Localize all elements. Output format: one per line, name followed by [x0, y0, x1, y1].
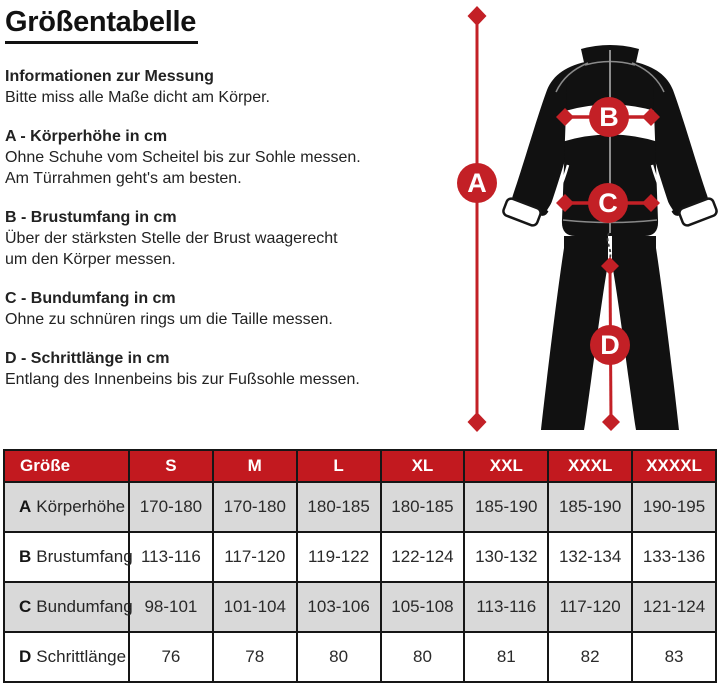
- table-cell: 122-124: [381, 532, 465, 582]
- table-cell: 132-134: [548, 532, 632, 582]
- arrow-diamond-icon: [602, 413, 620, 431]
- table-cell: 103-106: [297, 582, 381, 632]
- badge-letter: A: [467, 168, 487, 198]
- column-header-size-xxl: XXL: [464, 450, 548, 482]
- table-cell: 113-116: [464, 582, 548, 632]
- table-row-koerperhoehe: [4, 482, 716, 532]
- section-bundumfang: [5, 288, 437, 330]
- table-cell: 83: [632, 632, 716, 682]
- table-cell: 185-190: [548, 482, 632, 532]
- measure-badge-c: [588, 183, 628, 223]
- row-label: Körperhöhe: [36, 497, 126, 516]
- table-row-schrittlaenge: [4, 632, 716, 682]
- table-cell: 81: [464, 632, 548, 682]
- table-row-bundumfang: [4, 582, 716, 632]
- section-line: Ohne Schuhe vom Scheitel bis zur Sohle messen.: [5, 149, 361, 166]
- table-cell: 130-132: [464, 532, 548, 582]
- arrow-diamond-icon: [468, 412, 487, 432]
- section-schrittlaenge: [5, 348, 437, 390]
- badge-letter: D: [600, 330, 620, 360]
- measure-badge-b: [589, 97, 629, 137]
- column-header-size-xxxxl: XXXXL: [632, 450, 716, 482]
- section-line: Ohne zu schnüren rings um die Taille messen.: [5, 311, 333, 328]
- section-line: Über der stärksten Stelle der Brust waagerecht: [5, 230, 338, 247]
- row-label: Brustumfang: [36, 547, 133, 566]
- row-label: Bundumfang: [36, 597, 133, 616]
- table-cell: 119-122: [297, 532, 381, 582]
- section-brustumfang: [5, 207, 437, 270]
- table-cell: 76: [129, 632, 213, 682]
- table-cell: 101-104: [213, 582, 297, 632]
- row-label-cell: [4, 532, 133, 582]
- table-cell: 105-108: [381, 582, 465, 632]
- row-label-cell: [4, 582, 133, 632]
- arrow-diamond-icon: [468, 6, 487, 26]
- column-header-size-m: M: [213, 450, 297, 482]
- table-cell: 117-120: [548, 582, 632, 632]
- measurement-instructions: [5, 0, 437, 390]
- section-heading: D - Schrittlänge in cm: [5, 350, 170, 367]
- tracksuit-measurement-diagram: [440, 0, 720, 445]
- table-row-brustumfang: [4, 532, 716, 582]
- table-cell: 117-120: [213, 532, 297, 582]
- height-measure-line: [468, 6, 487, 432]
- measure-badge-d: [590, 325, 630, 365]
- table-cell: 80: [297, 632, 381, 682]
- size-table: [3, 449, 717, 683]
- row-letter: D: [19, 647, 32, 666]
- table-cell: 78: [213, 632, 297, 682]
- badge-letter: B: [599, 102, 619, 132]
- section-heading: C - Bundumfang in cm: [5, 290, 176, 307]
- section-line: um den Körper messen.: [5, 251, 176, 268]
- column-header-size-xl: XL: [381, 450, 465, 482]
- column-header-groesse: Größe: [4, 450, 129, 482]
- table-cell: 80: [381, 632, 465, 682]
- table-cell: 98-101: [129, 582, 213, 632]
- badge-letter: C: [598, 188, 618, 218]
- column-header-size-l: L: [297, 450, 381, 482]
- table-cell: 185-190: [464, 482, 548, 532]
- section-heading: B - Brustumfang in cm: [5, 209, 177, 226]
- section-koerperhoehe: [5, 126, 437, 189]
- row-letter: B: [19, 547, 32, 566]
- row-letter: A: [19, 497, 32, 516]
- info-line: Bitte miss alle Maße dicht am Körper.: [5, 89, 270, 106]
- section-line: Entlang des Innenbeins bis zur Fußsohle messen.: [5, 371, 360, 388]
- page-title: Größentabelle: [5, 6, 198, 44]
- table-cell: 82: [548, 632, 632, 682]
- row-letter: C: [19, 597, 32, 616]
- row-label: Schrittlänge: [36, 647, 127, 666]
- section-line: Am Türrahmen geht's am besten.: [5, 170, 242, 187]
- column-header-size-s: S: [129, 450, 213, 482]
- column-header-size-xxxl: XXXL: [548, 450, 632, 482]
- row-label-cell: [4, 482, 129, 532]
- table-cell: 170-180: [129, 482, 213, 532]
- section-heading: A - Körperhöhe in cm: [5, 128, 168, 145]
- table-cell: 180-185: [381, 482, 465, 532]
- table-cell: 113-116: [129, 532, 213, 582]
- table-cell: 180-185: [297, 482, 381, 532]
- table-cell: 190-195: [632, 482, 716, 532]
- table-cell: 121-124: [632, 582, 716, 632]
- row-label-cell: [4, 632, 129, 682]
- info-heading: Informationen zur Messung: [5, 68, 214, 85]
- measure-badge-a: [457, 163, 497, 203]
- table-cell: 133-136: [632, 532, 716, 582]
- table-cell: 170-180: [213, 482, 297, 532]
- size-table-header-row: [4, 450, 716, 482]
